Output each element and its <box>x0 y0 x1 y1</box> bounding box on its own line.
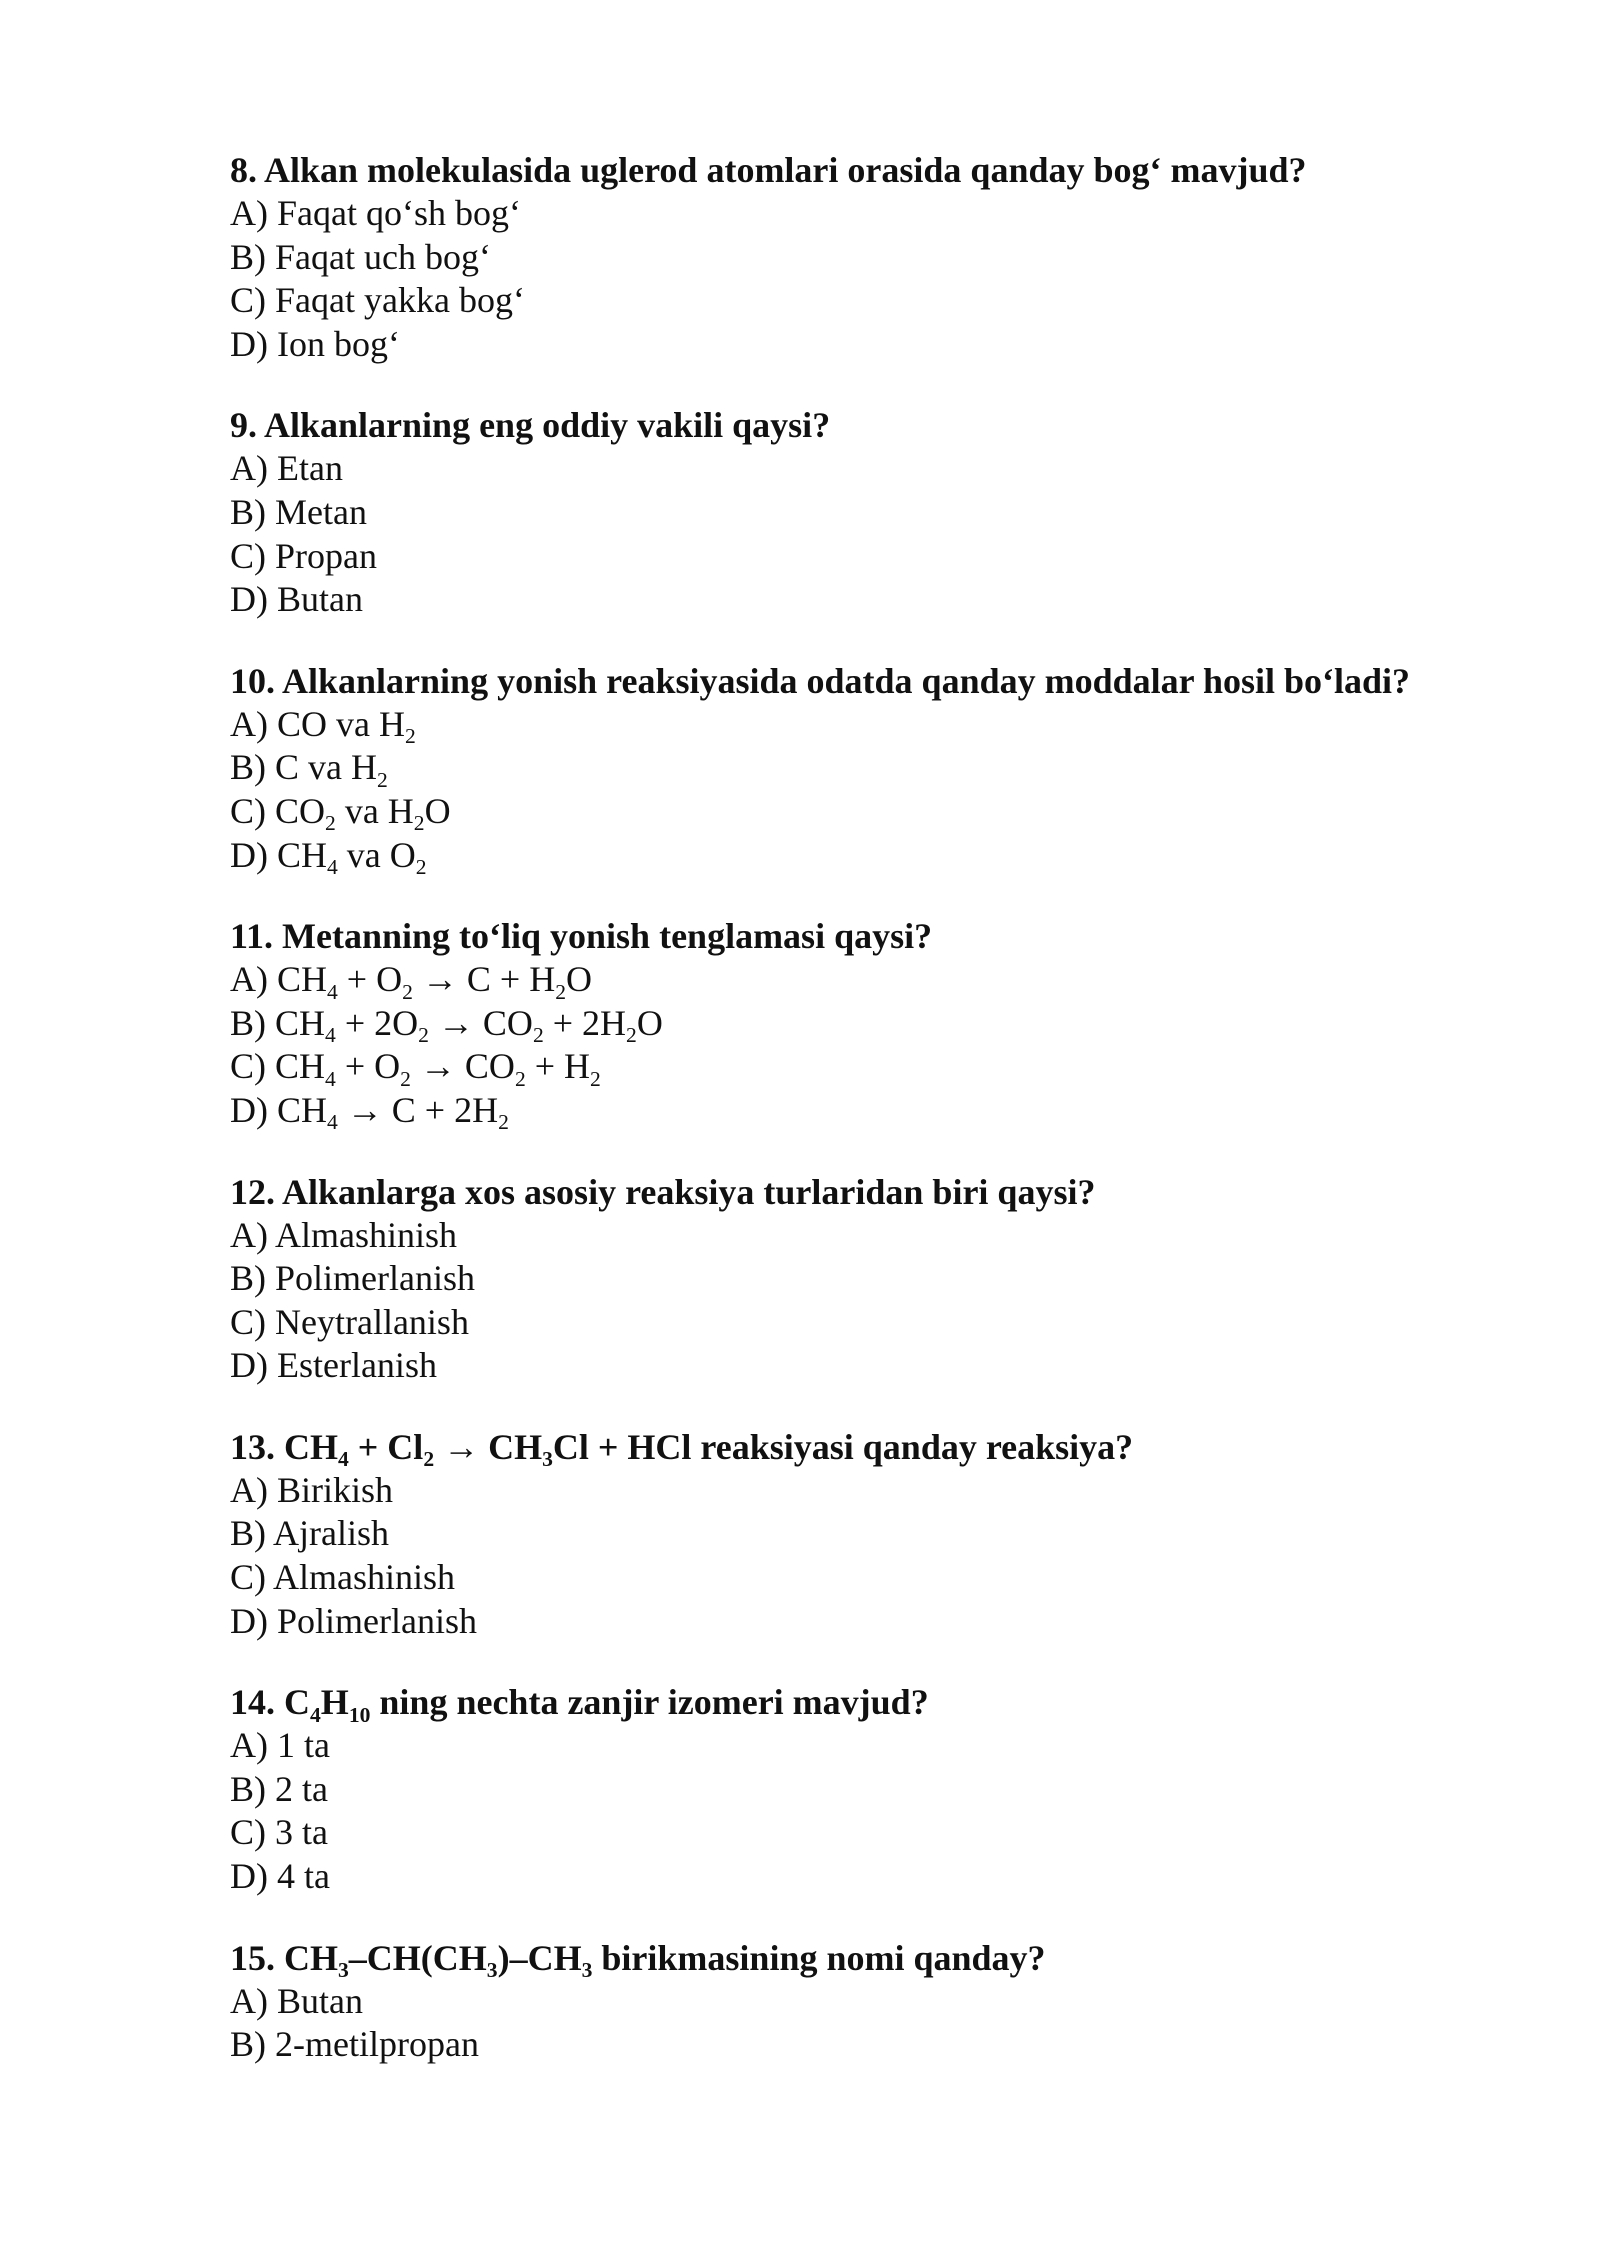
answer-option: A) Etan <box>230 448 343 489</box>
answer-option: C) Faqat yakka bog‘ <box>230 280 525 321</box>
answer-option: B) 2-metilpropan <box>230 2024 479 2065</box>
answer-option: B) C va $H_2$ <box>230 747 388 792</box>
answer-option: D) $CH_4 \to C + 2H_2$ <box>230 1089 509 1135</box>
question-block <box>230 659 1530 880</box>
answer-option: B) Ajralish <box>230 1513 389 1554</box>
question-block <box>230 1425 1530 1643</box>
answer-option: D) Esterlanish <box>230 1345 437 1386</box>
question-title: 9. Alkanlarning eng oddiy vakili qaysi? <box>230 405 831 446</box>
question-block <box>230 914 1530 1135</box>
answer-option: A) Almashinish <box>230 1214 458 1255</box>
question-block <box>230 1680 1530 1898</box>
question-title: 8. Alkan molekulasida uglerod atomlari orasida qanday bog‘ mavjud? <box>230 150 1307 190</box>
answer-option: A) Butan <box>230 1980 363 2021</box>
answer-option: D) Ion bog‘ <box>230 323 400 364</box>
answer-option: B) Faqat uch bog‘ <box>230 236 491 277</box>
answer-option: D) $CH_4$ va $O_2$ <box>230 834 427 880</box>
answer-option: B) Metan <box>230 491 367 532</box>
question-block <box>230 1936 1530 2067</box>
answer-option: A) 1 ta <box>230 1725 330 1766</box>
question-title: 12. Alkanlarga xos asosiy reaksiya turlaridan biri qaysi? <box>230 1171 1096 1212</box>
answer-option: C) Propan <box>230 535 377 576</box>
answer-option: C) $CH_4 + O_2 \to CO_2 + H_2$ <box>230 1046 601 1091</box>
question-title: 14. $C_4H_{10}$ ning nechta zanjir izomeri mavjud? <box>230 1682 929 1727</box>
answer-option: B) 2 ta <box>230 1768 328 1809</box>
answer-option: C) 3 ta <box>230 1812 328 1853</box>
document-page <box>230 148 1530 2104</box>
answer-option: B) Polimerlanish <box>230 1258 475 1299</box>
answer-option: D) Polimerlanish <box>230 1600 477 1641</box>
question-block <box>230 148 1530 366</box>
answer-option: A) Birikish <box>230 1469 394 1510</box>
answer-option: C) $CO_2$ va $H_2O$ <box>230 790 451 836</box>
question-block <box>230 403 1530 621</box>
answer-option: C) Neytrallanish <box>230 1301 469 1342</box>
question-title: 10. Alkanlarning yonish reaksiyasida odatda qanday moddalar hosil bo‘ladi? <box>230 660 1411 701</box>
question-title: 15. $CH_3-CH(CH_3)-CH_3$ birikmasining nomi qanday? <box>230 1937 1046 1983</box>
answer-option: A) $CH_4 + O_2 \to C + H_2O$ <box>230 959 593 1004</box>
answer-option: D) 4 ta <box>230 1856 330 1897</box>
question-block <box>230 1170 1530 1388</box>
question-title: 11. Metanning to‘liq yonish tenglamasi qaysi? <box>230 916 933 957</box>
answer-option: A) Faqat qo‘sh bog‘ <box>230 193 521 233</box>
question-title: 13. $CH_4 + Cl_2 \to CH_3Cl$ + HCl reaksiyasi qanday reaksiya? <box>230 1426 1134 1472</box>
answer-option: A) CO va $H_2$ <box>230 703 416 749</box>
answer-option: D) Butan <box>230 579 363 620</box>
answer-option: B) $CH_4 + 2O_2 \to CO_2 + 2H_2O$ <box>230 1002 663 1048</box>
answer-option: C) Almashinish <box>230 1557 456 1598</box>
